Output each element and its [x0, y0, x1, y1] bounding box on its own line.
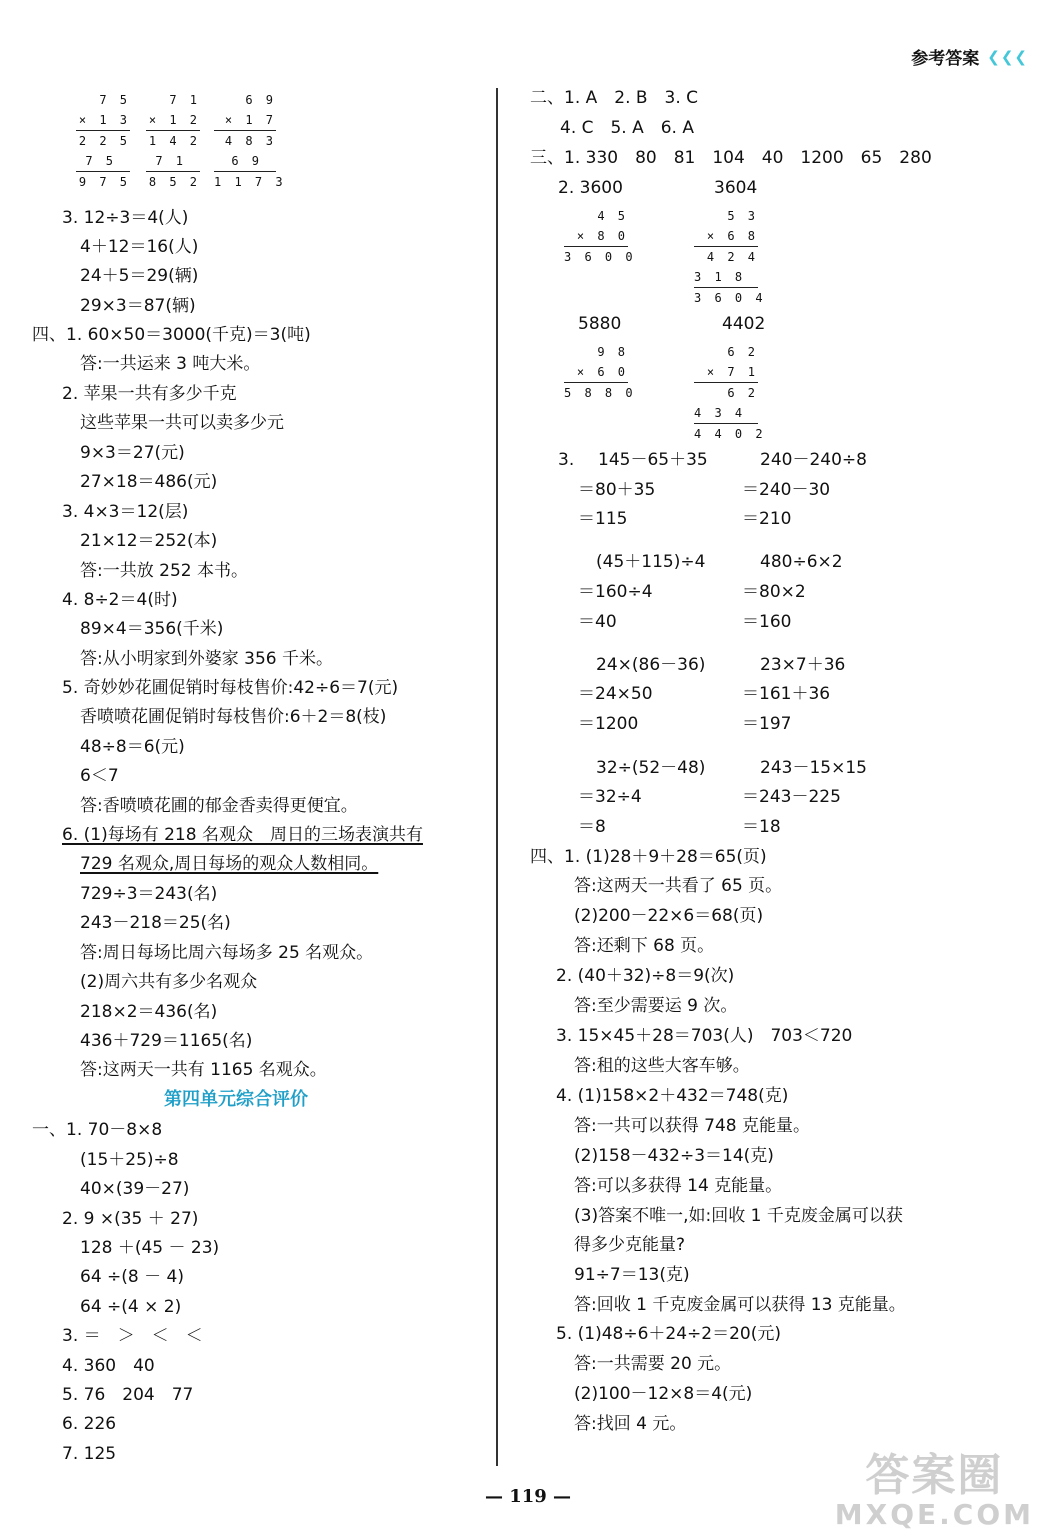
calc-line: 23×7＋36 — [760, 655, 846, 675]
answer-line: 4＋12＝16(人) — [80, 237, 199, 257]
calc-line: ＝210 — [742, 509, 792, 529]
answer-line: 3604 — [714, 178, 758, 198]
calc-line: ＝40 — [578, 612, 617, 632]
answer-line: 91÷7＝13(克) — [574, 1265, 690, 1285]
mult-row: × 1 3 — [76, 110, 130, 131]
calc-line: ＝8 — [578, 817, 606, 837]
answer-line: 6＜7 — [80, 766, 119, 786]
mult-row: 4 8 3 — [224, 134, 276, 148]
answer-line: 2. 3600 — [558, 178, 623, 198]
watermark-url: MXQE.COM — [834, 1498, 1034, 1531]
calc-line: ＝80＋35 — [578, 480, 656, 500]
mult-row: 3 6 0 0 — [564, 250, 636, 264]
answer-line: 答:一共运来 3 吨大米。 — [80, 354, 261, 374]
answer-line: 27×18＝486(元) — [80, 472, 218, 492]
answer-line: 四、1. (1)28＋9＋28＝65(页) — [530, 847, 767, 867]
calc-line: ＝160 — [742, 612, 792, 632]
answer-line: (2)158－432÷3＝14(克) — [574, 1146, 774, 1166]
mult-row: 6 9 — [214, 151, 276, 172]
answer-line: (2)200－22×6＝68(页) — [574, 906, 764, 926]
mult-row: 7 5 — [76, 151, 130, 172]
mult-row: 7 5 — [99, 93, 130, 107]
answer-line: 答:这两天一共有 1165 名观众。 — [80, 1060, 327, 1080]
mult-row: 3 6 0 4 — [694, 291, 766, 305]
calc-line: 32÷(52－48) — [596, 758, 706, 778]
mult-row: 8 5 2 — [148, 175, 200, 189]
calc-line: ＝18 — [742, 817, 781, 837]
answer-line: 6. 226 — [62, 1414, 117, 1434]
answer-line: 答:从小明家到外婆家 356 千米。 — [80, 649, 333, 669]
answer-line: 729÷3＝243(名) — [80, 884, 218, 904]
mult-row: 1 4 2 — [148, 134, 200, 148]
mult-row: 4 2 4 — [706, 250, 758, 264]
calc-line: 480÷6×2 — [760, 552, 843, 572]
page-header — [911, 44, 1028, 69]
answer-line: (15＋25)÷8 — [80, 1150, 179, 1170]
decoration-icon: ❮❮❮ — [987, 47, 1028, 66]
answer-line: 5. 76 204 77 — [62, 1385, 194, 1405]
calc-line: 243－15×15 — [760, 758, 867, 778]
calc-line: ＝115 — [578, 509, 628, 529]
answer-line: 436＋729＝1165(名) — [80, 1031, 253, 1051]
answer-line: (2)周六共有多少名观众 — [80, 972, 258, 992]
mult-row: 3 1 8 — [694, 267, 758, 288]
vertical-multiplication — [146, 90, 200, 192]
mult-row: × 6 8 — [694, 226, 758, 247]
answer-line: 3. ＝ ＞ ＜ ＜ — [62, 1326, 203, 1346]
calc-line: ＝197 — [742, 714, 792, 734]
answer-line: 答:一共可以获得 748 克能量。 — [574, 1116, 810, 1136]
answer-line: 40×(39－27) — [80, 1179, 190, 1199]
answer-line: 4. 360 40 — [62, 1356, 155, 1376]
mult-row: 6 2 — [727, 386, 758, 400]
calc-line: ＝24×50 — [578, 684, 653, 704]
mult-row: × 1 7 — [214, 110, 276, 131]
answer-line: 3. 4×3＝12(层) — [62, 502, 189, 522]
answer-line: 答:租的这些大客车够。 — [574, 1056, 750, 1076]
mult-row: 2 2 5 — [78, 134, 130, 148]
page-number: — 119 — — [484, 1486, 572, 1507]
answer-line: 64 ÷(8 － 4) — [80, 1267, 184, 1287]
mult-row: × 1 2 — [146, 110, 200, 131]
calc-line: 24×(86－36) — [596, 655, 706, 675]
mult-row: 7 1 — [146, 151, 200, 172]
mult-row: 9 7 5 — [78, 175, 130, 189]
answer-line: 一、1. 70－8×8 — [32, 1120, 163, 1140]
calc-line: ＝1200 — [578, 714, 639, 734]
answer-line: 答:至少需要运 9 次。 — [574, 996, 738, 1016]
answer-line: 128 ＋(45 － 23) — [80, 1238, 220, 1258]
mult-row: 6 2 — [727, 345, 758, 359]
watermark-logo — [835, 1452, 1034, 1530]
mult-row: 9 8 — [597, 345, 628, 359]
vertical-multiplication — [694, 206, 766, 308]
calc-label: 3. — [558, 450, 575, 470]
answer-line: 9×3＝27(元) — [80, 443, 185, 463]
answer-line: 5880 — [578, 314, 622, 334]
answer-line: (3)答案不唯一,如:回收 1 千克废金属可以获 — [574, 1206, 903, 1226]
calc-line: ＝160÷4 — [578, 582, 653, 602]
mult-row: × 8 0 — [564, 226, 628, 247]
answer-line: 这些苹果一共可以卖多少元 — [80, 413, 284, 433]
answer-line: 5. (1)48÷6＋24÷2＝20(元) — [556, 1324, 781, 1344]
calc-line: ＝80×2 — [742, 582, 806, 602]
answer-line: 三、1. 330 80 81 104 40 1200 65 280 — [530, 148, 932, 168]
answer-line: 3. 12÷3＝4(人) — [62, 208, 189, 228]
answer-line: 2. 苹果一共有多少千克 — [62, 384, 237, 404]
answer-line: (2)100－12×8＝4(元) — [574, 1384, 753, 1404]
answer-line: 4402 — [722, 314, 766, 334]
vertical-multiplication — [694, 342, 766, 444]
underlined-line: 6. (1)每场有 218 名观众 周日的三场表演共有 — [62, 825, 423, 845]
answer-line: 4. (1)158×2＋432＝748(克) — [556, 1086, 789, 1106]
answer-line: 29×3＝87(辆) — [80, 296, 196, 316]
calc-line: ＝240－30 — [742, 480, 831, 500]
answer-line: 答:这两天一共看了 65 页。 — [574, 876, 783, 896]
calc-line: (45＋115)÷4 — [596, 552, 706, 572]
header-title: 参考答案 — [911, 49, 980, 69]
calc-line: ＝243－225 — [742, 787, 841, 807]
answer-line: 4. C 5. A 6. A — [560, 118, 694, 138]
answer-line: 3. 15×45＋28＝703(人) 703＜720 — [556, 1026, 853, 1046]
answer-line: 答:香喷喷花圃的郁金香卖得更便宜。 — [80, 796, 358, 816]
answer-line: 243－218＝25(名) — [80, 913, 231, 933]
column-divider — [496, 88, 498, 1466]
mult-row: × 6 0 — [564, 362, 628, 383]
mult-row: 4 3 4 — [694, 403, 758, 424]
answer-line: 2. 9 ×(35 ＋ 27) — [62, 1209, 199, 1229]
vertical-multiplication — [564, 342, 636, 403]
answer-line: 四、1. 60×50＝3000(千克)＝3(吨) — [32, 325, 311, 345]
watermark-text: 答案圈 — [865, 1450, 1004, 1501]
calc-line: ＝161＋36 — [742, 684, 831, 704]
vertical-multiplication — [564, 206, 636, 267]
mult-row: 5 3 — [727, 209, 758, 223]
answer-line: 答:一共需要 20 元。 — [574, 1354, 732, 1374]
answer-line: 答:还剩下 68 页。 — [574, 936, 715, 956]
calc-line: ＝32÷4 — [578, 787, 642, 807]
mult-row: 7 1 — [169, 93, 200, 107]
answer-line: 21×12＝252(本) — [80, 531, 218, 551]
mult-row: 5 8 8 0 — [564, 386, 636, 400]
calc-line: 145－65＋35 — [598, 450, 708, 470]
answer-line: 24＋5＝29(辆) — [80, 266, 199, 286]
mult-row: 4 4 0 2 — [694, 427, 766, 441]
mult-row: 4 5 — [597, 209, 628, 223]
answer-line: 4. 8÷2＝4(时) — [62, 590, 178, 610]
answer-line: 二、1. A 2. B 3. C — [530, 88, 699, 108]
answer-line: 答:找回 4 元。 — [574, 1414, 687, 1434]
mult-row: 6 9 — [245, 93, 276, 107]
answer-line: 89×4＝356(千米) — [80, 619, 224, 639]
answer-line: 答:可以多获得 14 克能量。 — [574, 1176, 783, 1196]
vertical-multiplication — [76, 90, 130, 192]
mult-row: × 7 1 — [694, 362, 758, 383]
answer-line: 得多少克能量? — [574, 1235, 686, 1255]
answer-line: 7. 125 — [62, 1444, 117, 1464]
section-title: 第四单元综合评价 — [164, 1089, 308, 1110]
mult-row: 1 1 7 3 — [214, 175, 286, 189]
answer-line: 64 ÷(4 × 2) — [80, 1297, 182, 1317]
answer-line: 答:回收 1 千克废金属可以获得 13 克能量。 — [574, 1295, 906, 1315]
answer-line: 香喷喷花圃促销时每枝售价:6＋2＝8(枝) — [80, 707, 387, 727]
answer-line: 5. 奇妙妙花圃促销时每枝售价:42÷6＝7(元) — [62, 678, 399, 698]
answer-line: 答:一共放 252 本书。 — [80, 561, 248, 581]
answer-line: 48÷8＝6(元) — [80, 737, 185, 757]
vertical-multiplication — [214, 90, 286, 192]
calc-line: 240－240÷8 — [760, 450, 867, 470]
answer-line: 218×2＝436(名) — [80, 1002, 218, 1022]
underlined-line: 729 名观众,周日每场的观众人数相同。 — [80, 854, 379, 874]
answer-line: 2. (40＋32)÷8＝9(次) — [556, 966, 735, 986]
answer-line: 答:周日每场比周六每场多 25 名观众。 — [80, 943, 374, 963]
